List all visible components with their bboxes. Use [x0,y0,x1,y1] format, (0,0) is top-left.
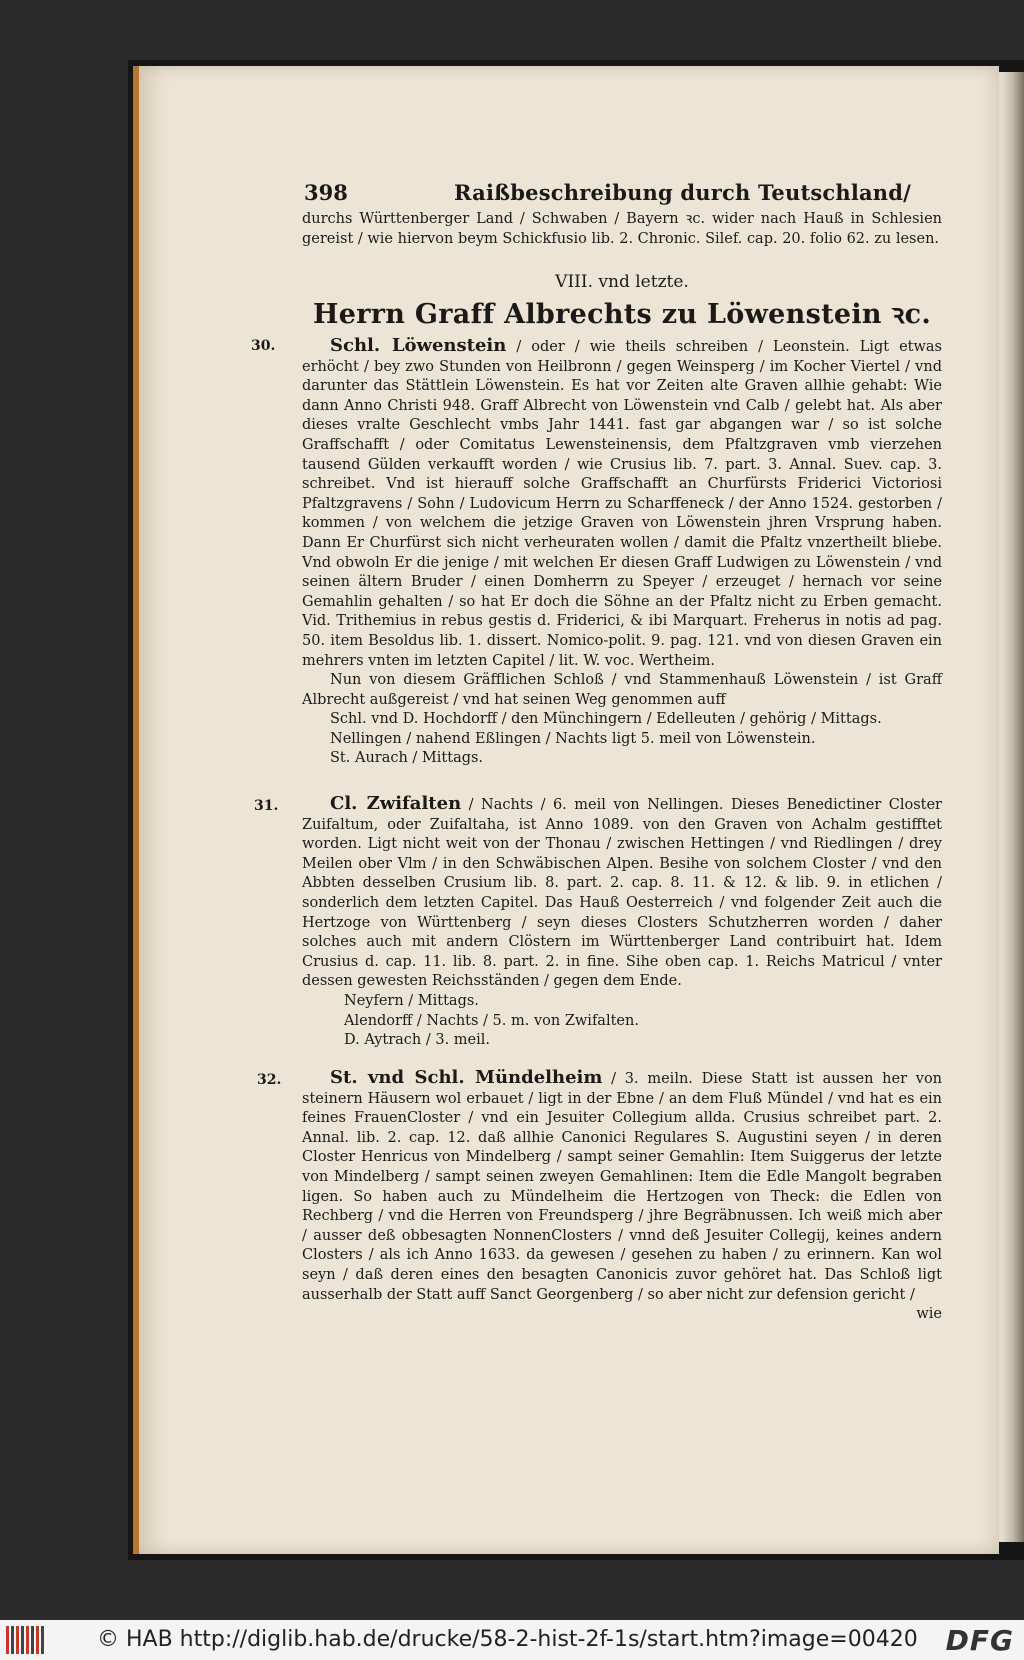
catchword: wie [916,1306,942,1323]
route-stop: Neyfern / Mittags. [344,992,479,1009]
paragraph-text: / 3. meiln. Diese Statt ist aussen her von steinern Häusern wol erbauet / ligt in der Ebne / an dem Fluß Mündel / vnd hat es ein feines FrauenCloster / vnd ein Jesuiter Collegium allda. Crusius schreibet part. 2. Annal. lib. 2. cap. 12. daß allhie Canonici Regulares S. Augustini seyen / in deren Closter Henricus von Mindelberg / sampt seiner Gemahlin: Item Suiggerus der letzte von Mindelberg / sampt seinen zweyen Gemahlinen: Item die Edle Mangolt begraben ligen. So haben auch zu Mündelheim die Hertzogen von Theck: die Edlen von Rechberg / vnd die Herren von Freundsperg / jhre Begräbnussen. Ich weiß mich aber / ausser deß obbesagten NonnenClosters / vnnd deß Jesuiter Collegij, keines andern Closters / als ich Anno 1633. da gewesen / gesehen zu haben / zu erinnern. Kan wol seyn / daß deren eines den besagten Canonicis zuvor gehöret hat. Das Schloß ligt ausserhalb der Statt auff Sanct Georgenberg / so aber nicht zur defension gericht / [302,1071,943,1303]
viewer-footer [0,1620,1024,1660]
paragraph-body [302,794,942,992]
dfg-logo: DFG [945,1624,1014,1657]
margin-number: 31. [254,798,279,814]
paragraph-text: / Nachts / 6. meil von Nellingen. Dieses Benedictiner Closter Zuifaltum, oder Zuifaltaha, ist Anno 1089. von den Graven von Achalm gestifftet worden. Ligt nicht weit von der Thonau / zwischen Hettingen / vnd Riedlingen / drey Meilen ober Vlm / in den Schwäbischen Alpen. Besihe von solchem Closter / vnd den Abbten desselben Crusium lib. 8. part. 2. cap. 8. 11. & 12. & lib. 9. in etlichen / sonderlich dem letzten Capitel. Das Hauß Oesterreich / vnd folgender Zeit auch die Hertzoge von Württenberg / seyn dieses Closters Schutzherren worden / daher solches auch mit andern Clöstern im Württenberger Land contribuirt hat. Idem Crusius d. cap. 11. lib. 8. part. 2. in fine. Sihe oben cap. 1. Reichs Matricul / vnter dessen gewesten Reichsständen / gegen dem Ende. [302,797,942,990]
intro-text [302,210,942,249]
route-stop: Schl. vnd D. Hochdorff / den Münchingern / Edelleuten / gehörig / Mittags. [330,711,882,728]
paragraph-body [302,336,942,671]
paragraph-text: / oder / wie theils schreiben / Leonstein. Ligt etwas erhöcht / bey zwo Stunden von Heilbronn / gegen Weinsperg / im Kocher Viertel / vnd darunter das Stättlein Löwenstein. Es hat vor Zeiten alte Graven allhie gehabt: Wie dann Anno Christi 948. Graff Albrecht von Löwenstein vnd Calb / gelebt hat. Als aber dieses vralte Geschlecht vmbs Jahr 1441. fast gar abgangen war / so ist solche Graffschafft / oder Comitatus Lewensteinensis, dem Pfaltzgraven vmb vierzehen tausend Gülden verkaufft worden / wie Crusius lib. 7. part. 3. Annal. Suev. cap. 3. schreibet. Vnd ist hierauff solche Graffschafft an Churfürsts Friderici Victoriosi Pfaltzgravens / Sohn / Ludovicum Herrn zu Scharffeneck / der Anno 1524. gestorben / kommen / von welchem die jetzige Graven von Löwenstein jhren Vrsprung haben. Dann Er Churfürst sich nicht verheuraten wollen / damit die Pfaltz vnzertheilt bliebe. Vnd obwoln Er die jenige / mit welchen Er diesen Graff Ludwigen zu Löwenstein / vnd seinen ältern Bruder / einen Domherrn zu Speyer / erzeuget / hernach vor seine Gemahlin gehalten / so hat Er doch die Söhne an der Pfaltz nicht zu Erben gemacht. Vid. Trithemius in rebus gestis d. Friderici, & ibi Marquart. Freherus in notis ad pag. 50. item Besoldus lib. 1. dissert. Nomico-polit. 9. pag. 121. vnd von diesen Graven ein mehrers vnten im letzten Capitel / lit. W. voc. Wertheim. [302,339,942,669]
paragraph-30 [302,336,942,769]
paragraph-body [302,1068,942,1305]
paragraph-continuation: Nun von diesem Gräfflichen Schloß / vnd Stammenhauß Löwenstein / ist Graff Albrecht außgereist / vnd hat seinen Weg genommen auff [302,672,942,708]
page-content [139,66,999,1554]
section-title: Herrn Graff Albrechts zu Löwenstein ꝛc. [312,299,932,330]
margin-number: 32. [257,1072,282,1088]
barcode-logo-icon [6,1626,44,1654]
route-stop: Alendorff / Nachts / 5. m. von Zwifalten. [344,1012,639,1029]
paragraph-lead: Schl. Löwenstein [330,335,507,356]
paragraph-31 [302,794,942,1051]
route-stop: D. Aytrach / 3. meil. [344,1032,491,1049]
intro-paragraph: durchs Württenberger Land / Schwaben / Bayern ꝛc. wider nach Hauß in Schlesien gereist / wie hiervon beym Schickfusio lib. 2. Chronic. Silef. cap. 20. folio 62. zu lesen. [302,211,942,247]
margin-number: 30. [251,338,276,354]
paragraph-lead: Cl. Zwifalten [330,793,462,814]
paragraph-lead: St. vnd Schl. Mündelheim [330,1067,603,1088]
route-stop: St. Aurach / Mittags. [330,750,484,767]
book-page [133,66,999,1554]
page-number: 398 [304,180,348,205]
source-link[interactable]: © HAB http://diglib.hab.de/drucke/58-2-hist-2f-1s/start.htm?image=00420 [97,1627,918,1652]
paragraph-32 [302,1068,942,1325]
route-stop: Nellingen / nahend Eßlingen / Nachts ligt 5. meil von Löwenstein. [330,730,816,747]
section-subtitle: VIII. vnd letzte. [555,272,689,292]
running-head [304,180,944,208]
running-title: Raißbeschreibung durch Teutschland/ [454,180,912,205]
